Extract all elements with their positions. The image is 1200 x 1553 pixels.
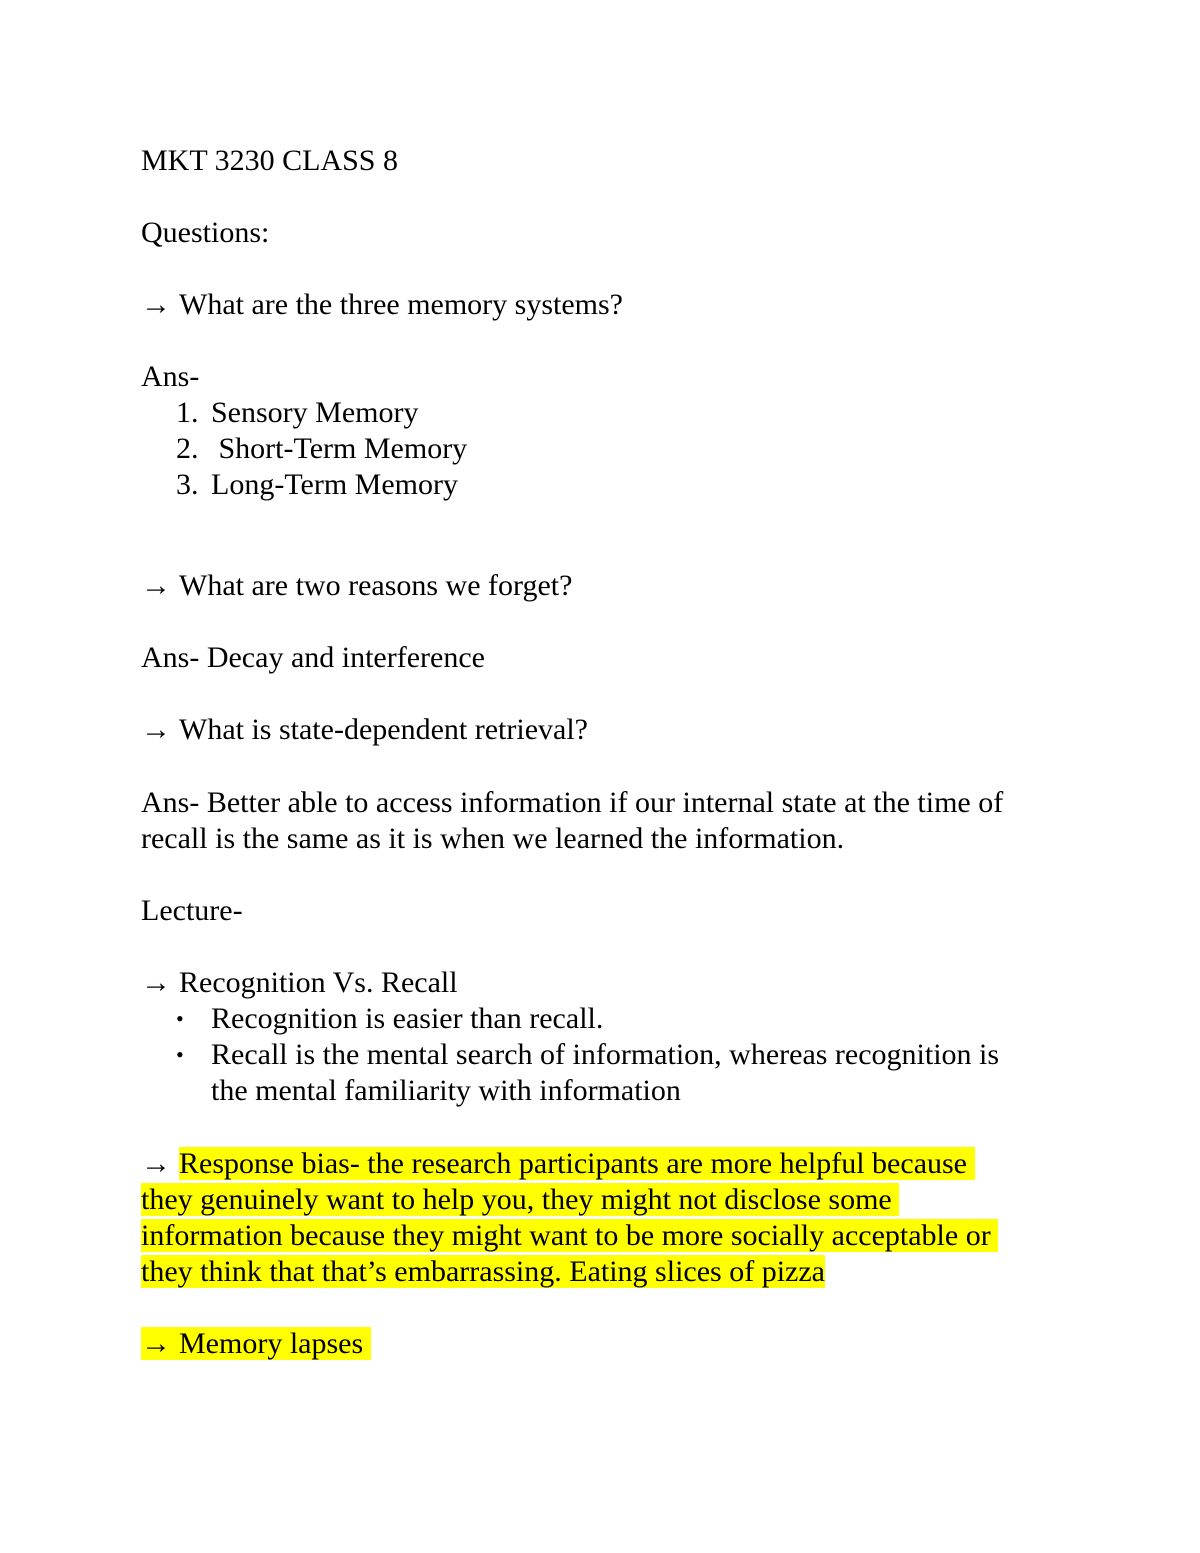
- answer-3-line: recall is the same as it is when we learned the information.: [141, 822, 845, 855]
- list-number: 3.: [176, 468, 199, 501]
- questions-label: Questions:: [141, 216, 270, 249]
- arrow-right-icon: →: [141, 1327, 171, 1360]
- bullet-icon: •: [176, 1006, 184, 1031]
- question-3-text: What is state-dependent retrieval?: [179, 713, 588, 746]
- question-2-text: What are two reasons we forget?: [179, 569, 573, 602]
- bullet-item: Recognition is easier than recall.: [211, 1002, 604, 1035]
- list-item: Long-Term Memory: [211, 468, 459, 501]
- list-number: 1.: [176, 396, 199, 429]
- question-3: [141, 712, 588, 748]
- response-bias-text: they think that that’s embarrassing. Eating slices of pizza: [141, 1255, 825, 1288]
- response-bias-line: [141, 1182, 899, 1218]
- memory-lapses-line: [141, 1326, 371, 1362]
- lecture-topic-text: Recognition Vs. Recall: [179, 966, 458, 999]
- response-bias-line: [141, 1218, 998, 1254]
- question-2: [141, 568, 572, 604]
- memory-lapses-text: Memory lapses: [179, 1327, 371, 1360]
- response-bias-text: Response bias- the research participants are more helpful because: [179, 1147, 975, 1180]
- document-title: MKT 3230 CLASS 8: [141, 144, 398, 177]
- response-bias-text: they genuinely want to help you, they might not disclose some: [141, 1183, 900, 1216]
- arrow-right-icon: →: [141, 288, 171, 321]
- arrow-right-icon: →: [141, 569, 171, 602]
- answer-2: Ans- Decay and interference: [141, 641, 485, 674]
- bullet-item-continuation: the mental familiarity with information: [211, 1074, 681, 1107]
- answer-3-line: Ans- Better able to access information if our internal state at the time of: [141, 786, 1004, 819]
- memory-lapses-highlight: [141, 1327, 371, 1360]
- list-item: Short-Term Memory: [211, 432, 468, 465]
- question-1: [141, 287, 623, 323]
- list-item: Sensory Memory: [211, 396, 419, 429]
- response-bias-line: [141, 1146, 975, 1182]
- arrow-right-icon: →: [141, 1147, 171, 1180]
- response-bias-line: [141, 1254, 825, 1290]
- response-bias-text: information because they might want to be more socially acceptable or: [141, 1219, 999, 1252]
- arrow-right-icon: →: [141, 966, 171, 999]
- lecture-label: Lecture-: [141, 894, 243, 927]
- bullet-icon: •: [176, 1042, 184, 1067]
- list-number: 2.: [176, 432, 199, 465]
- arrow-right-icon: →: [141, 713, 171, 746]
- question-1-text: What are the three memory systems?: [179, 288, 623, 321]
- lecture-topic: [141, 965, 458, 1001]
- answer-1-label: Ans-: [141, 360, 200, 393]
- bullet-item: Recall is the mental search of information, whereas recognition is: [211, 1038, 1000, 1071]
